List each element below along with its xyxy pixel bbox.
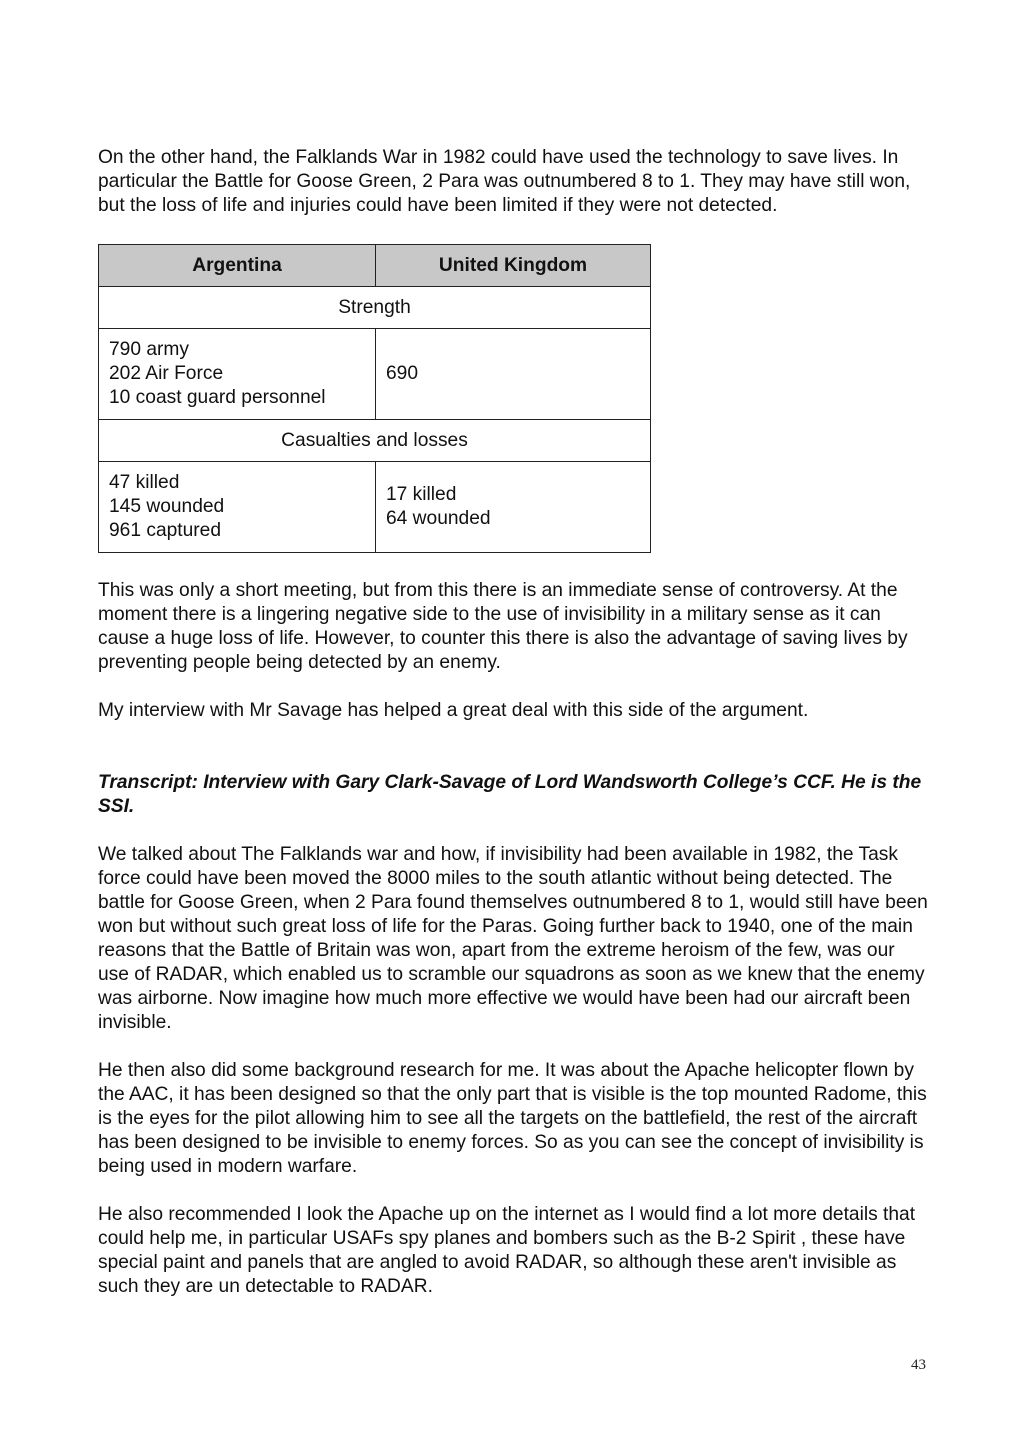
strength-label: Strength bbox=[99, 287, 651, 329]
casualties-argentina-cell bbox=[99, 462, 376, 553]
cell-line: 10 coast guard personnel bbox=[109, 387, 326, 408]
cell-line: 202 Air Force bbox=[109, 363, 224, 384]
interview-intro-paragraph: My interview with Mr Savage has helped a great deal with this side of the argument. bbox=[98, 700, 809, 721]
falklands-paragraph: We talked about The Falklands war and how, if invisibility had been available in 1982, the Task force could have been moved the 8000 miles to the south atlantic without being detected. The battle for Goose Green, when 2 Para found themselves outnumbered 8 to 1, would still have been won but without such great loss of life for the Paras. Going further back to 1940, one of the main reasons that the Battle of Britain was won, apart from the extreme heroism of the few, was our use of RADAR, which enabled us to scramble our squadrons as soon as we knew that the enemy was airborne. Now imagine how much more effective we would have been had our aircraft been invisible. bbox=[98, 844, 928, 1033]
apache-paragraph: He then also did some background research for me. It was about the Apache helicopter flown by the AAC, it has been designed so that the only part that is visible is the top mounted Radome, this is the eyes for the pilot allowing him to see all the targets on the battlefield, the rest of the aircraft has been designed to be invisible to enemy forces. So as you can see the concept of invisibility is being used in modern warfare. bbox=[98, 1060, 927, 1177]
cell-line: 961 captured bbox=[109, 520, 222, 541]
intro-paragraph: On the other hand, the Falklands War in 1982 could have used the technology to save lives. In particular the Battle for Goose Green, 2 Para was outnumbered 8 to 1. They may have still won, but the loss of life and injuries could have been limited if they were not detected. bbox=[98, 147, 911, 216]
cell-line: 790 army bbox=[109, 339, 189, 360]
table-row bbox=[99, 287, 651, 329]
header-united-kingdom: United Kingdom bbox=[376, 245, 651, 287]
table-row bbox=[99, 462, 651, 553]
cell-line: 47 killed bbox=[109, 472, 180, 493]
cell-line: 64 wounded bbox=[386, 508, 491, 529]
page-number: 43 bbox=[911, 1357, 926, 1373]
recommendation-paragraph: He also recommended I look the Apache up on the internet as I would find a lot more details that could help me, in particular USAFs spy planes and bombers such as the B-2 Spirit , these have special paint and panels that are angled to avoid RADAR, so although these aren't invisible as such they are un detectable to RADAR. bbox=[98, 1204, 916, 1297]
document-page bbox=[98, 146, 928, 1299]
cell-line: 17 killed bbox=[386, 484, 457, 505]
casualties-uk-cell bbox=[376, 462, 651, 553]
table-row bbox=[99, 329, 651, 420]
transcript-heading: Transcript: Interview with Gary Clark-Savage of Lord Wandsworth College’s CCF. He is the SSI. bbox=[98, 772, 922, 817]
strength-uk-cell: 690 bbox=[376, 329, 651, 420]
analysis-paragraph: This was only a short meeting, but from this there is an immediate sense of controversy. At the moment there is a lingering negative side to the use of invisibility in a military sense as it can cause a huge loss of life. However, to counter this there is also the advantage of saving lives by preventing people being detected by an enemy. bbox=[98, 580, 908, 673]
table-header-row bbox=[99, 245, 651, 287]
casualties-label: Casualties and losses bbox=[99, 420, 651, 462]
battle-statistics-table bbox=[98, 244, 651, 553]
table-row bbox=[99, 420, 651, 462]
battle-table-wrapper bbox=[98, 244, 928, 553]
header-argentina: Argentina bbox=[99, 245, 376, 287]
cell-line: 145 wounded bbox=[109, 496, 225, 517]
strength-argentina-cell bbox=[99, 329, 376, 420]
